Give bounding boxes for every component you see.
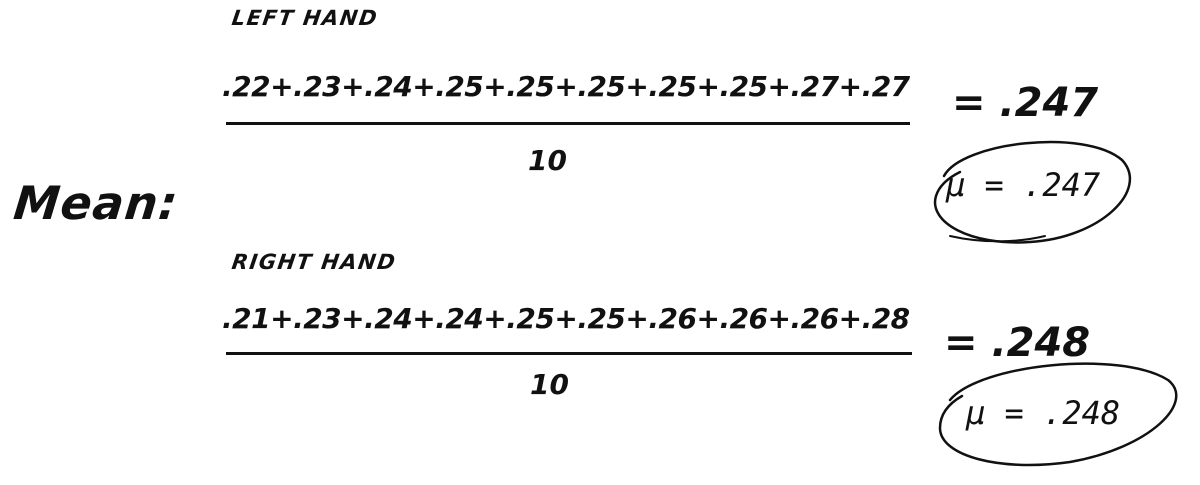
right-hand-mu-note: μ = .248 [966, 394, 1121, 432]
mean-heading: Mean: [11, 176, 182, 230]
right-hand-label: RIGHT HAND [230, 250, 398, 274]
left-hand-mu-note: μ = .247 [946, 166, 1101, 204]
left-hand-numerator: .22+.23+.24+.25+.25+.25+.25+.25+.27+.27 [222, 70, 910, 103]
left-hand-denominator: 10 [528, 144, 567, 177]
left-hand-result: = .247 [952, 80, 1099, 126]
right-hand-denominator: 10 [530, 368, 569, 401]
left-hand-label: LEFT HAND [230, 6, 380, 30]
right-hand-result: = .248 [944, 320, 1091, 366]
right-hand-numerator: .21+.23+.24+.24+.25+.25+.26+.26+.26+.28 [222, 302, 910, 335]
